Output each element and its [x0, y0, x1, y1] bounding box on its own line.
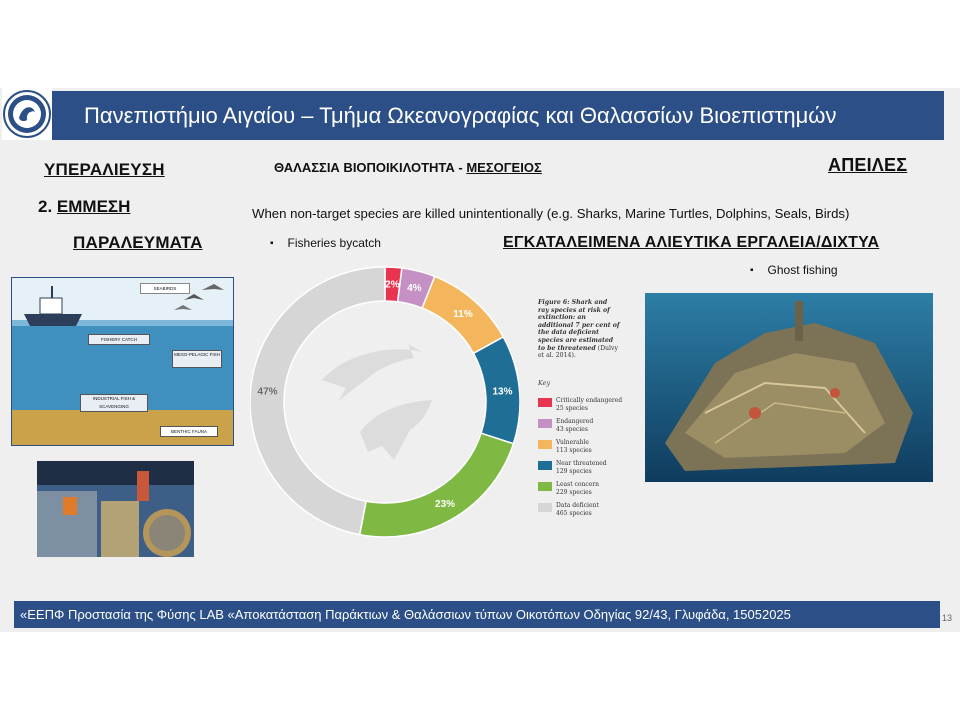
donut-slice-least-concern [360, 433, 514, 537]
bullet-ghost-fishing: ▪ Ghost fishing [750, 263, 838, 277]
shark-ray-risk-donut-chart [250, 262, 520, 542]
heading-indirect-number: 2. [38, 197, 53, 216]
footer-text: «ΕΕΠΦ Προστασία της Φύσης LAB «Αποκατάσταση Παράκτιων & Θαλάσσιων τύπων Οικοτόπων Οδηγίας 92/43, Γλυφάδα, 15052025 [20, 607, 791, 622]
center-title-prefix: ΘΑΛΑΣΣΙΑ ΒΙΟΠΟΙΚΙΛΟΤΗΤΑ - [274, 160, 467, 175]
donut-label-vulnerable: 11% [453, 308, 473, 320]
donut-label-least-concern: 23% [435, 499, 456, 511]
legend-swatch [538, 461, 552, 470]
legend-swatch [538, 398, 552, 407]
legend-label: Endangered [556, 418, 594, 425]
legend-count: 43 species [556, 426, 588, 433]
legend-item-endangered [538, 418, 638, 440]
figure-caption-title: Figure 6: Shark and ray species at risk of extinction: an additional 7 per cent of the data deficient species are estimated to be threatened [538, 299, 620, 352]
heading-bycatch: ΠΑΡΑΛΕΥΜΑΤΑ [73, 233, 203, 252]
fishing-catch-photo [37, 461, 194, 557]
heading-indirect-word: ΕΜΜΕΣΗ [56, 197, 131, 216]
heading-overfishing: ΥΠΕΡΑΛΙΕΥΣΗ [44, 160, 165, 179]
legend-count: 113 species [556, 447, 592, 454]
university-logo [2, 88, 52, 140]
ghost-net-photo [645, 293, 933, 482]
header-bar [52, 91, 944, 140]
legend-count: 229 species [556, 489, 592, 496]
figure-caption [538, 299, 620, 360]
legend-label: Data deficient [556, 502, 599, 509]
diagram-label-industrial-fish: INDUSTRIAL FISH & SCAVENGING [80, 394, 148, 412]
donut-label-critically-endangered: 2% [385, 279, 400, 291]
diagram-label-mesopelagic: MESO-PELAGIC FISH [172, 350, 222, 368]
figure-caption-citation: (Dulvy et al. 2014). [538, 344, 618, 360]
center-title-underlined: ΜΕΣΟΓΕΙΟΣ [466, 160, 542, 175]
diagram-label-benthic: BENTHIC FAUNA [160, 426, 218, 437]
chart-center-illustration [322, 344, 432, 460]
donut-slice-data-deficient [250, 267, 385, 535]
donut-label-data-deficient: 47% [257, 386, 278, 398]
bycatch-description: When non-target species are killed unintentionally (e.g. Sharks, Marine Turtles, Dolphins, Seals, Birds) [252, 206, 850, 221]
heading-abandoned-gear: ΕΓΚΑΤΑΛΕΙΜΕΝΑ ΑΛΙΕΥΤΙΚΑ ΕΡΓΑΛΕΙΑ/ΔΙΧΤΥΑ [503, 234, 880, 251]
legend-label: Least concern [556, 481, 599, 488]
heading-indirect [38, 197, 130, 217]
bullet-fisheries-bycatch: ▪ Fisheries bycatch [270, 236, 381, 250]
legend-item-critically-endangered [538, 397, 638, 419]
legend-swatch [538, 419, 552, 428]
page-number: 13 [942, 613, 953, 623]
diagram-label-seabirds: SEABIRDS [140, 283, 190, 294]
legend-label: Near threatened [556, 460, 607, 467]
legend-item-vulnerable [538, 439, 638, 461]
legend-item-least-concern [538, 481, 638, 503]
legend-item-data-deficient [538, 502, 638, 524]
legend-swatch [538, 482, 552, 491]
legend-swatch [538, 503, 552, 512]
donut-label-near-threatened: 13% [492, 386, 513, 398]
diagram-label-fishery-catch: FISHERY CATCH [88, 334, 150, 345]
legend-label: Vulnerable [556, 439, 589, 446]
legend-item-near-threatened [538, 460, 638, 482]
center-title [274, 160, 542, 175]
legend-label: Critically endangered [556, 397, 623, 404]
heading-threats: ΑΠΕΙΛΕΣ [828, 155, 908, 175]
header-title: Πανεπιστήμιο Αιγαίου – Τμήμα Ωκεανογραφίας και Θαλασσίων Βιοεπιστημών [84, 102, 837, 128]
legend-swatch [538, 440, 552, 449]
legend-count: 25 species [556, 405, 588, 412]
legend-count: 465 species [556, 510, 592, 517]
bycatch-foodweb-diagram [11, 277, 234, 446]
chart-key-title: Key [538, 379, 551, 387]
donut-label-endangered: 4% [407, 283, 422, 295]
legend-count: 129 species [556, 468, 592, 475]
footer-bar [14, 601, 940, 628]
